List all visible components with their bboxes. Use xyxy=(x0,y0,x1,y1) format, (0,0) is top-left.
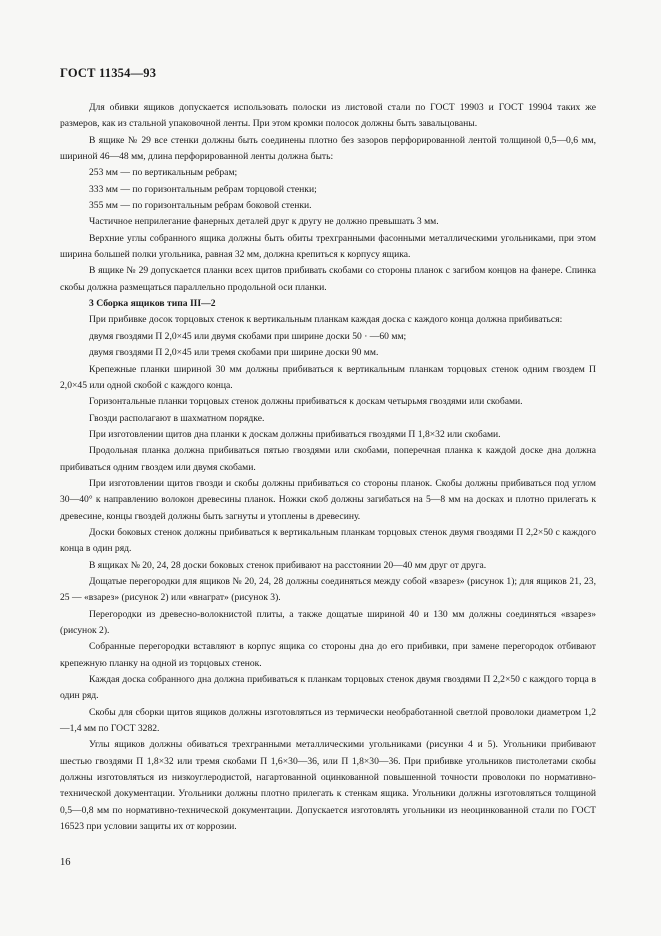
paragraph: В ящике № 29 допускается планки всех щитов прибивать скобами со стороны планок с загибом концов на фанере. Спинка скобы должна размещаться параллельно продольной оси планки. xyxy=(60,265,596,293)
paragraph: Крепежные планки шириной 30 мм должны прибиваться к вертикальным планкам торцовых стенок одним гвоздем П 2,0×45 или одной скобой с каждого конца. xyxy=(60,363,596,391)
paragraph: Частичное неприлегание фанерных деталей друг к другу не должно превышать 3 мм. xyxy=(89,216,439,228)
document-body xyxy=(60,100,596,835)
paragraph: Гвозди располагают в шахматном порядке. xyxy=(89,412,265,424)
paragraph: В ящиках № 20, 24, 28 доски боковых стенок прибивают на расстоянии 20—40 мм друг от друга. xyxy=(89,559,487,571)
paragraph: Каждая доска собранного дна должна прибиваться к планкам торцовых стенок двумя гвоздями П 2,2×50 с каждого торца в один ряд. xyxy=(60,674,596,702)
list-item: 253 мм — по вертикальным ребрам; xyxy=(89,167,238,179)
paragraph: При изготовлении щитов дна планки к доскам должны прибиваться гвоздями П 1,8×32 или скобами. xyxy=(89,428,501,440)
paragraph: Горизонтальные планки торцовых стенок должны прибиваться к доскам четырьмя гвоздями или скобами. xyxy=(89,396,523,408)
paragraph: Дощатые перегородки для ящиков № 20, 24, 28 должны соединяться между собой «взарез» (рисунок 1); для ящиков 21, 23, 25 — «взарез» (рисунок 2) или «внаграт» (рисунок 3). xyxy=(60,575,596,604)
paragraph: Доски боковых стенок должны прибиваться к вертикальным планкам торцовых стенок двумя гвоздями П 2,2×50 с каждого конца в один ряд. xyxy=(60,526,596,555)
page-number: 16 xyxy=(60,857,71,868)
paragraph: При изготовлении щитов гвозди и скобы должны прибиваться со стороны планок. Скобы должны прибиваться под углом 30—40° к направлению волокон древесины планок. Ножки скоб должны загибаться на 5—8 мм на досках и плотно прилегать к древесине, концы гвоздей должны быть загнуты и утоплены в древесину. xyxy=(60,477,596,522)
paragraph: Скобы для сборки щитов ящиков должны изготовляться из термически необработанной светлой проволоки диаметром 1,2—1,4 мм по ГОСТ 3282. xyxy=(60,706,596,735)
list-item: двумя гвоздями П 2,0×45 или двумя скобами при ширине доски 50 · —60 мм; xyxy=(89,330,407,342)
list-item: двумя гвоздями П 2,0×45 или тремя скобами при ширине доски 90 мм. xyxy=(89,347,379,359)
paragraph: При прибивке досок торцовых стенок к вертикальным планкам каждая доска с каждого конца должна прибиваться: xyxy=(89,314,563,326)
paragraph: Верхние углы собранного ящика должны быть обиты трехгранными фасонными металлическими угольниками, при этом ширина большей полки угольника, равная 32 мм, должна крепиться к корпусу ящика. xyxy=(60,232,596,261)
list-item: 333 мм — по горизонтальным ребрам торцовой стенки; xyxy=(89,183,317,195)
paragraph: Собранные перегородки вставляют в корпус ящика со стороны дна до его прибивки, при замене перегородок отбивают крепежную планку на одной из торцовых стенок. xyxy=(60,641,596,669)
paragraph: Углы ящиков должны обиваться трехгранными металлическими угольниками (рисунки 4 и 5). Угольники прибивают шестью гвоздями П 1,8×32 или тремя скобами П 1,6×30—36, или П 1,8×30—36. При прибивке угольников пистолетами скобы должны изготовляться из низкоуглеродистой, нагартованной оцинкованной повышенной точности проволоки по нормативно-технической документации. Угольники должны плотно прилегать к стенкам ящика. Угольники должны изготовляться толщиной 0,5—0,8 мм по нормативно-технической документации. Допускается изготовлять угольники из неоцинкованной стали по ГОСТ 16523 при условии защиты их от коррозии. xyxy=(60,739,596,833)
section-heading: 3 Сборка ящиков типа III—2 xyxy=(89,298,216,310)
paragraph: В ящике № 29 все стенки должны быть соединены плотно без зазоров перфорированной лентой толщиной 0,5—0,6 мм, шириной 46—48 мм, длина перфорированной ленты должна быть: xyxy=(60,134,596,163)
paragraph: Продольная планка должна прибиваться пятью гвоздями или скобами, поперечная планка к каждой доске дна должна прибиваться одним гвоздем или двумя скобами. xyxy=(60,445,596,473)
paragraph: Для обивки ящиков допускается использовать полоски из листовой стали по ГОСТ 19903 и ГОСТ 19904 таких же размеров, как из стальной упаковочной ленты. При этом кромки полосок должны быть завальцованы. xyxy=(60,102,596,130)
document-header: ГОСТ 11354—93 xyxy=(60,66,157,80)
list-item: 355 мм — по горизонтальным ребрам боковой стенки. xyxy=(89,200,312,212)
paragraph: Перегородки из древесно-волокнистой плиты, а также дощатые шириной 40 и 130 мм должны соединяться «взарез» (рисунок 2). xyxy=(60,608,596,636)
